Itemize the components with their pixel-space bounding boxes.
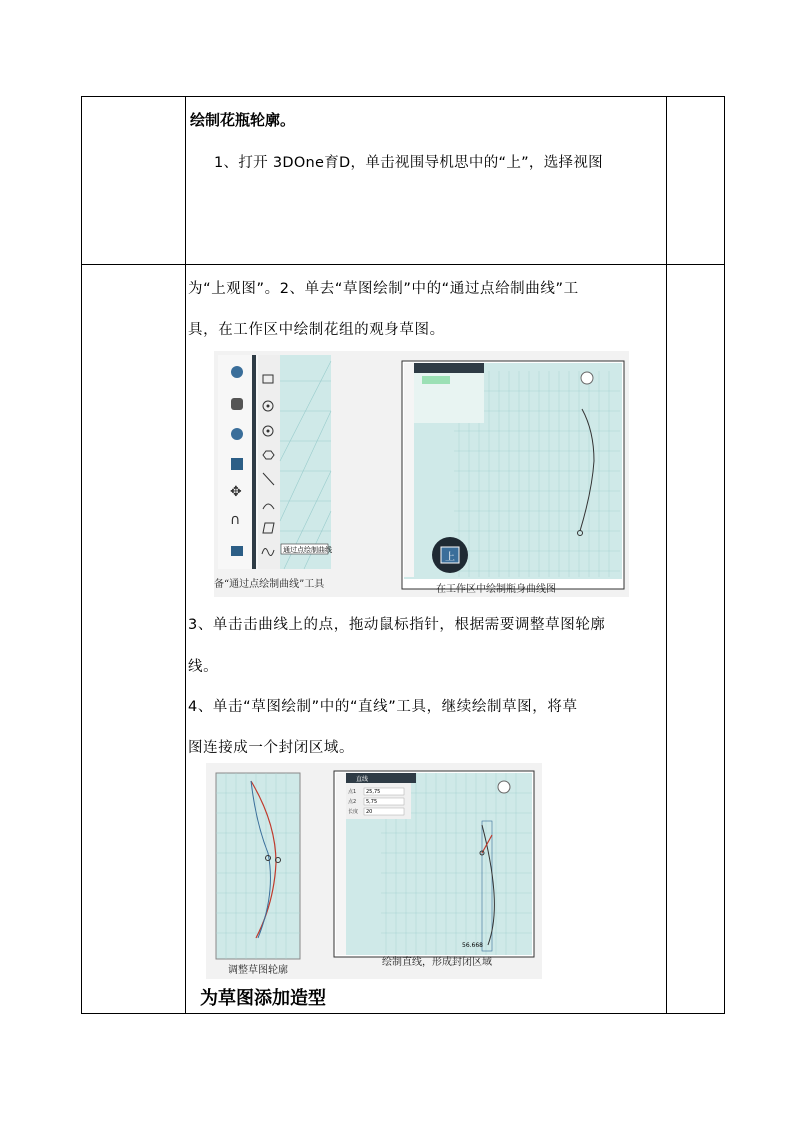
paragraph-line: 为“上观图”。2、单去“草图绘制”中的“通过点给制曲线”工 <box>188 281 579 297</box>
panel-title: 直线 <box>356 776 369 783</box>
figure-caption: 备“通过点绘制曲线”工具 <box>214 579 325 590</box>
field-label: 长度 <box>348 809 359 815</box>
table-row <box>82 265 725 1014</box>
paragraph-line: 3、单击击曲线上的点，拖动鼠标指针，根据需要调整草图轮廓 <box>188 617 606 633</box>
tooltip-label: 通过点绘制曲线 <box>283 546 332 554</box>
field-value[interactable]: 5,75 <box>366 799 378 805</box>
content-cell <box>186 265 667 1014</box>
svg-text:✥: ✥ <box>230 484 242 500</box>
field-label: 点2 <box>348 799 357 805</box>
table-row <box>82 97 725 265</box>
cube-icon <box>231 458 243 470</box>
heading-text: 绘制花瓶轮廓。 <box>190 111 296 129</box>
field-label: 点1 <box>348 789 357 795</box>
figure-caption: 调整草图轮廓 <box>228 965 288 976</box>
step-1-text: 1、打开 3DOne育D，单击视围导机思中的“上”，选择视图 <box>214 155 603 171</box>
dimension-label: 56.668 <box>462 942 483 949</box>
confirm-icon <box>498 781 510 793</box>
brush-icon <box>231 366 243 378</box>
field-value[interactable]: 20 <box>366 809 373 815</box>
figure-caption: 在工作区中绘制瓶身曲线图 <box>436 584 556 595</box>
document-table <box>81 96 725 1014</box>
stack-icon <box>231 546 243 556</box>
svg-text:∩: ∩ <box>230 512 241 528</box>
content-cell <box>186 97 667 265</box>
sketch-icon <box>231 398 243 410</box>
confirm-icon <box>581 372 593 384</box>
section-heading: 为草图添加造型 <box>200 988 326 1009</box>
left-cell <box>82 97 186 265</box>
field-value[interactable]: 25,75 <box>366 789 381 795</box>
figure-curve-tool <box>214 351 629 597</box>
paragraph-line: 线。 <box>188 659 219 675</box>
right-cell <box>667 97 725 265</box>
shape-icon <box>231 428 243 440</box>
paragraph-line: 4、单击“草图绘制”中的“直线”工具，继续绘制草图，将草 <box>188 699 578 715</box>
figure-adjust-sketch <box>206 763 542 979</box>
left-cell <box>82 265 186 1014</box>
paragraph-line: 具，在工作区中绘制花组的观身草图。 <box>188 322 445 338</box>
figure-caption: 绘制直线，形成封闭区域 <box>382 957 492 968</box>
paragraph-line: 图连接成一个封闭区域。 <box>188 740 355 756</box>
view-top-button[interactable]: 上 <box>445 552 455 563</box>
right-cell <box>667 265 725 1014</box>
